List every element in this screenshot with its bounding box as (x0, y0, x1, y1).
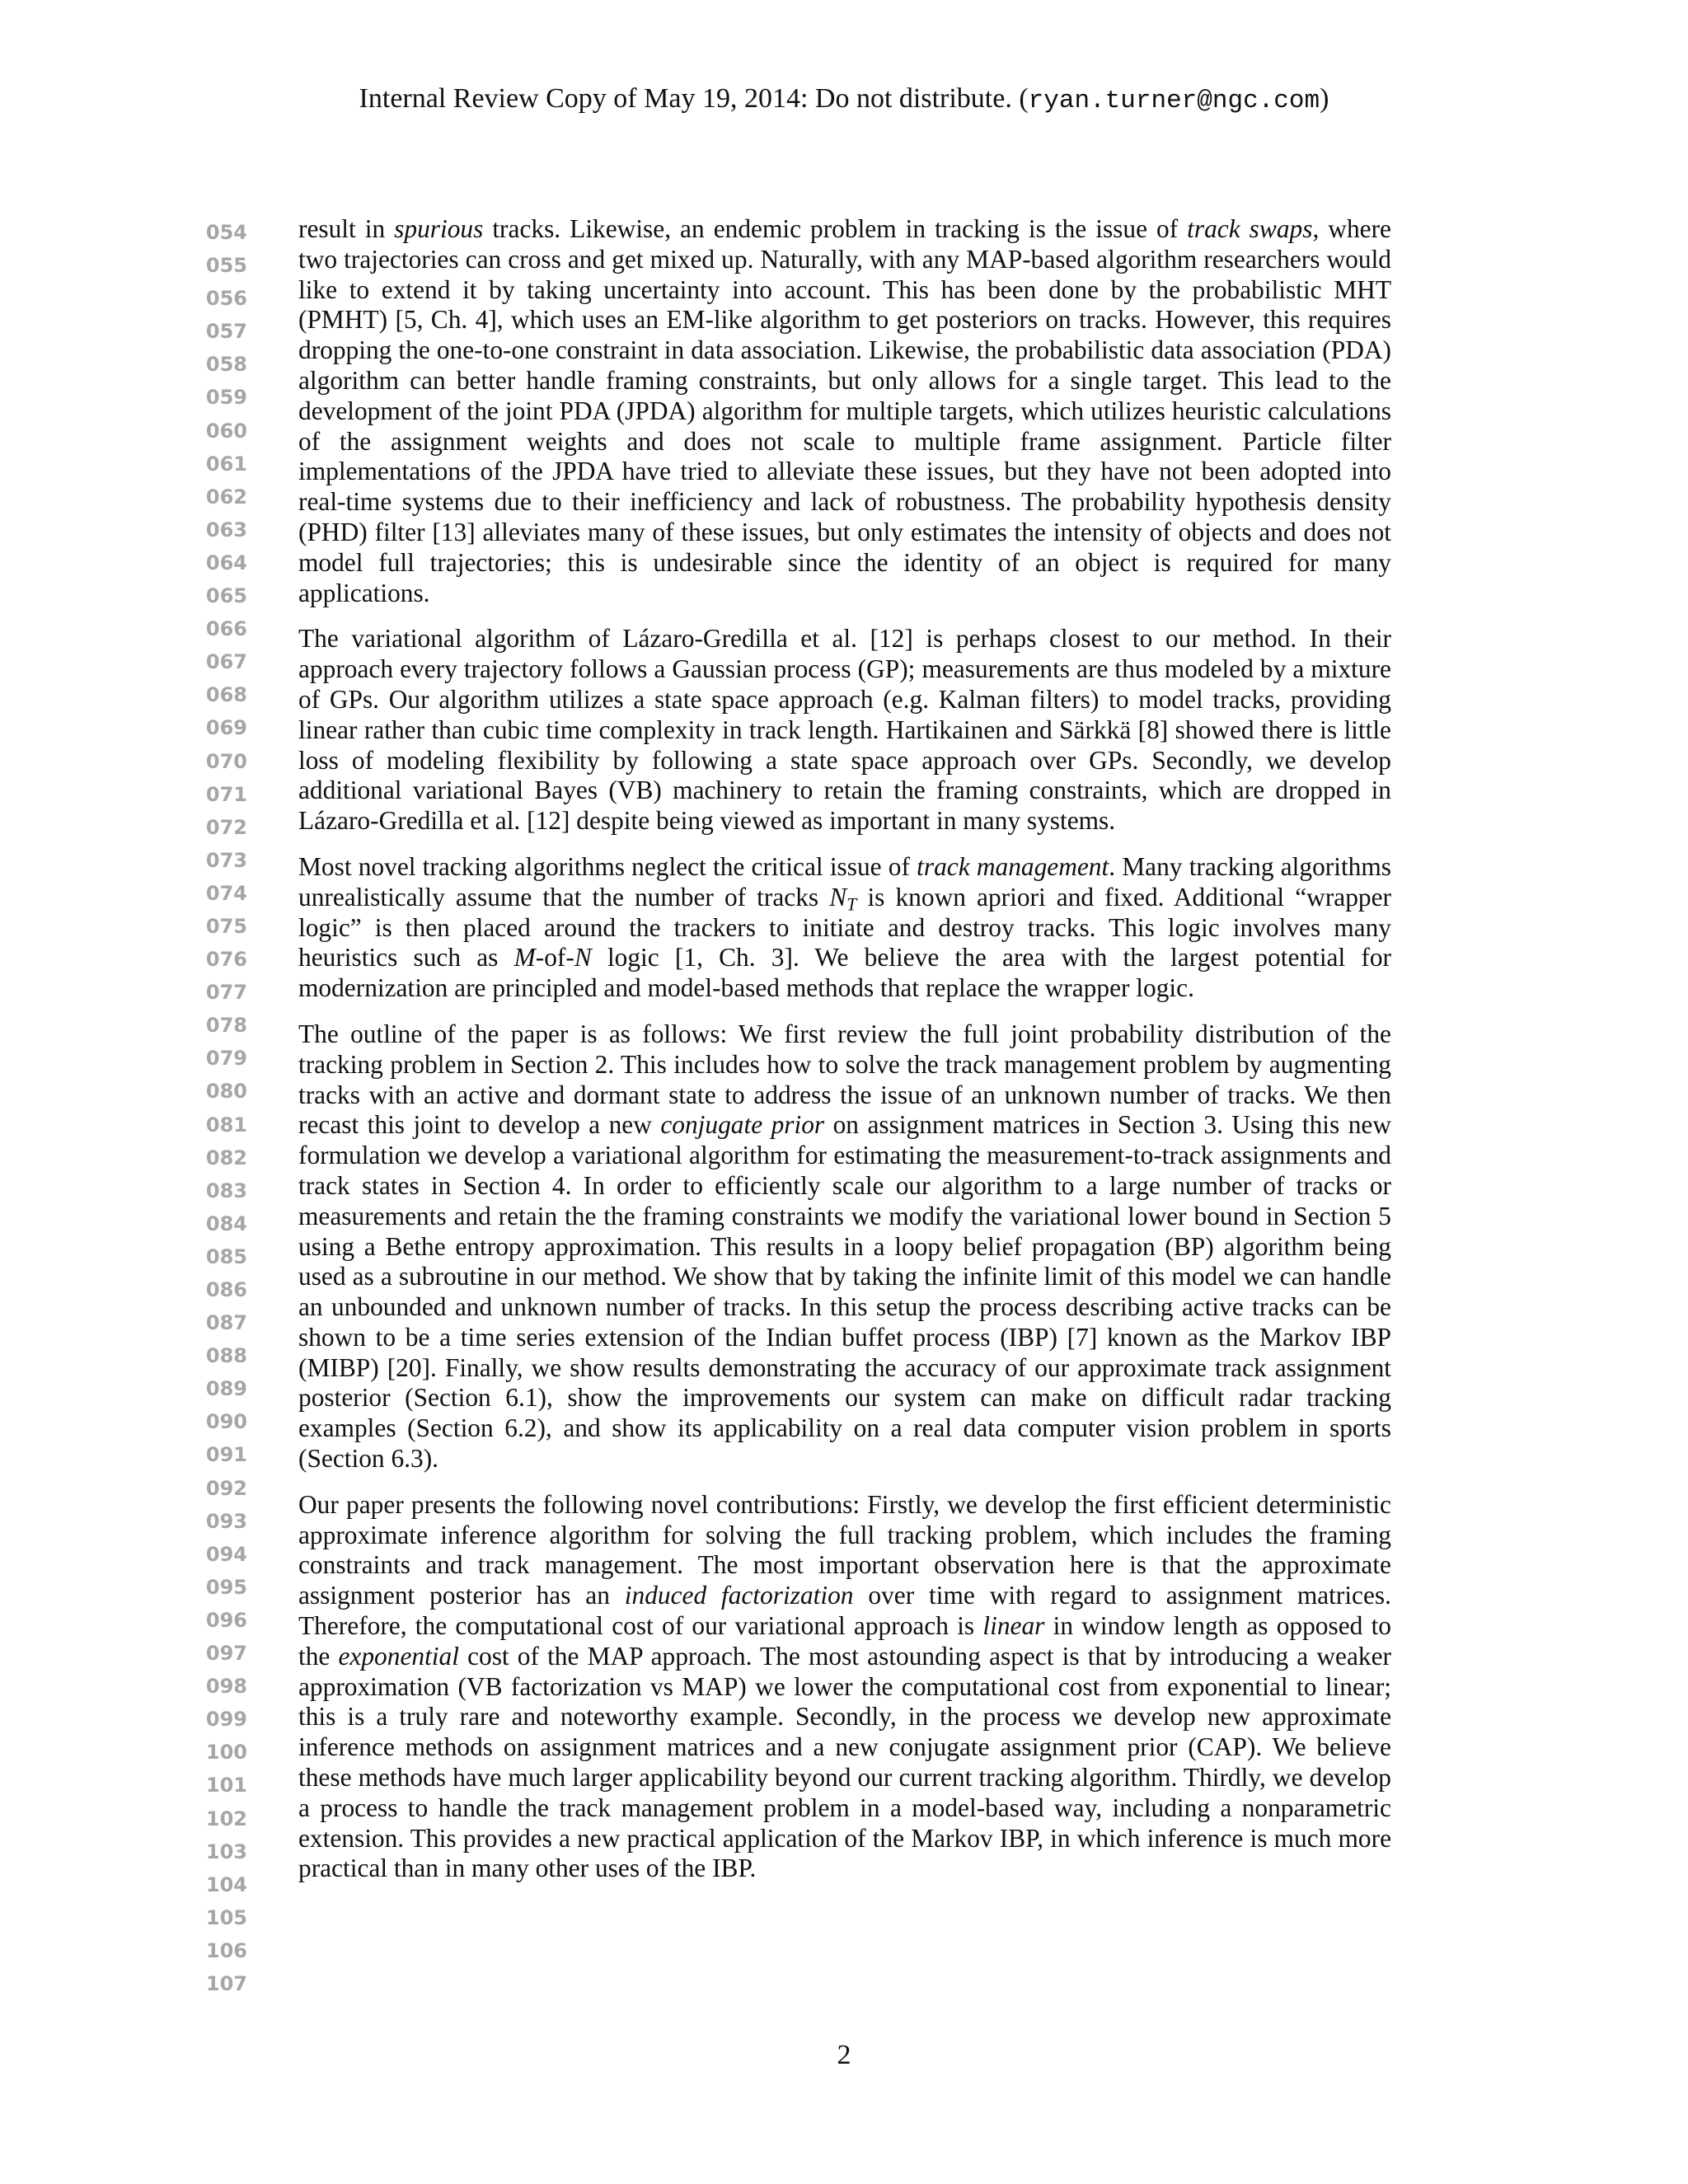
line-number: 068 (205, 683, 247, 707)
line-number: 106 (205, 1938, 247, 1962)
line-number: 107 (205, 1971, 247, 1995)
header-email: ryan.turner@ngc.com (1028, 87, 1320, 115)
line-number: 065 (205, 584, 247, 608)
paragraph-2 (298, 624, 1391, 837)
line-number: 102 (205, 1807, 247, 1830)
line-number: 079 (205, 1047, 247, 1071)
text-run: cost of the MAP approach. The most astounding aspect is that by introducing a weaker approximation (VB factorization vs MAP) we lower the computational cost from exponential to linear; this is a truly rare and noteworthy example. Secondly, in the process we develop new approximate inference methods on assignment matrices and a new conjugate assignment prior (CAP). We believe these methods have much larger applicability beyond our current tracking algorithm. Thirdly, we develop a process to handle the track management problem in a model-based way, including a nonparametric extension. This provides a new practical application of the Markov IBP, in which inference is much more practical than in many other uses of the IBP. (298, 1641, 1391, 1883)
math-symbol: N (829, 882, 847, 912)
line-number: 099 (205, 1708, 247, 1732)
line-number: 063 (205, 518, 247, 541)
line-number: 061 (205, 452, 247, 476)
line-number: 096 (205, 1608, 247, 1632)
text-run: The variational algorithm of Lázaro-Gredilla et al. [12] is perhaps closest to our method. In their approach every trajectory follows a Gaussian process (GP); measurements are thus modeled by a mixture of GPs. Our algorithm utilizes a state space approach (e.g. Kalman filters) to model tracks, providing linear rather than cubic time complexity in track length. Hartikainen and Särkkä [8] showed there is little loss of modeling flexibility by following a state space approach over GPs. Secondly, we develop additional variational Bayes (VB) machinery to retain the framing constraints, which are dropped in Lázaro-Gredilla et al. [12] despite being viewed as important in many systems. (298, 624, 1391, 836)
line-number: 089 (205, 1377, 247, 1401)
text-run: logic [1, Ch. 3]. We believe the area with the largest potential for modernization are principled and model-based methods that replace the wrapper logic. (298, 943, 1391, 1003)
line-number: 085 (205, 1244, 247, 1268)
text-run: . Many tracking algorithms unrealistically assume that the number of tracks (298, 851, 1391, 912)
math-subscript: T (846, 893, 857, 915)
math-n-t (829, 882, 857, 915)
line-number: 069 (205, 716, 247, 740)
line-number: 097 (205, 1642, 247, 1666)
line-number: 060 (205, 419, 247, 443)
line-number: 070 (205, 749, 247, 773)
text-run: The outline of the paper is as follows: We first review the full joint probability distribution of the tracking problem in Section 2. This includes how to solve the track management problem by augmenting tracks with an active and dormant state to address the issue of an unknown number of tracks. We then recast this joint to develop a new (298, 1019, 1391, 1140)
emphasis: induced factorization (624, 1581, 854, 1610)
text-run: , where two trajectories can cross and get mixed up. Naturally, with any MAP-based algorithm researchers would like to extend it by taking uncertainty into account. This has been done by the probabilistic MHT (PMHT) [5, Ch. 4], which uses an EM-like algorithm to get posteriors on tracks. However, this requires dropping the one-to-one constraint in data association. Likewise, the probabilistic data association (PDA) algorithm can better handle framing constraints, but only allows for a single target. This lead to the development of the joint PDA (JPDA) algorithm for multiple targets, which utilizes heuristic calculations of the assignment weights and does not scale to multiple frame assignment. Particle filter implementations of the JPDA have tried to alleviate these issues, but they have not been adopted into real-time systems due to their inefficiency and lack of robustness. The probability hypothesis density (PHD) filter [13] alleviates many of these issues, but only estimates the intensity of objects and does not model full trajectories; this is undesirable since the identity of an object is required for many applications. (298, 214, 1391, 607)
line-number: 092 (205, 1476, 247, 1500)
paragraph-5 (298, 1490, 1391, 1884)
text-run: -of- (535, 943, 574, 972)
line-number: 072 (205, 815, 247, 839)
math-symbol: M (513, 943, 536, 972)
line-numbers (198, 216, 247, 2000)
math-symbol: N (574, 943, 592, 972)
line-number: 101 (205, 1774, 247, 1797)
line-number: 059 (205, 386, 247, 410)
header-close: ) (1320, 83, 1329, 114)
text-run: tracks. Likewise, an endemic problem in tracking is the issue of (483, 214, 1188, 243)
text-run: Our paper presents the following novel contributions: Firstly, we develop the first efficient deterministic approximate inference algorithm for solving the full tracking problem, which includes the framing constraints and track management. The most important observation here is that the approximate assignment posterior has an (298, 1489, 1391, 1610)
text-run: is known apriori and fixed. Additional “wrapper logic” is then placed around the trackers to initiate and destroy tracks. This logic involves many heuristics such as (298, 882, 1391, 972)
text-run: result in (298, 214, 395, 243)
line-number: 086 (205, 1278, 247, 1301)
emphasis: linear (982, 1611, 1045, 1641)
paragraph-3 (298, 852, 1391, 1004)
line-number: 067 (205, 650, 247, 674)
paragraph-4 (298, 1019, 1391, 1474)
line-number: 104 (205, 1872, 247, 1896)
paragraph-1 (298, 214, 1391, 608)
page-header (0, 81, 1688, 120)
emphasis: conjugate prior (660, 1110, 825, 1140)
emphasis: spurious (394, 214, 484, 243)
line-number: 103 (205, 1840, 247, 1863)
line-number: 055 (205, 254, 247, 278)
page-number: 2 (837, 2040, 851, 2070)
text-run: Most novel tracking algorithms neglect the critical issue of (298, 851, 917, 881)
emphasis: exponential (338, 1641, 459, 1671)
header-text: Internal Review Copy of May 19, 2014: Do not distribute. ( (359, 83, 1029, 114)
line-number: 073 (205, 848, 247, 872)
line-number: 057 (205, 320, 247, 344)
line-number: 094 (205, 1542, 247, 1566)
line-number: 080 (205, 1080, 247, 1104)
emphasis: track swaps (1187, 214, 1313, 243)
line-number: 087 (205, 1311, 247, 1335)
line-number: 091 (205, 1443, 247, 1467)
line-number: 082 (205, 1146, 247, 1169)
line-number: 064 (205, 551, 247, 574)
line-number: 078 (205, 1014, 247, 1038)
line-number: 066 (205, 617, 247, 641)
text-run: on assignment matrices in Section 3. Using this new formulation we develop a variational algorithm for estimating the measurement-to-track assignments and track states in Section 4. In order to efficiently scale our algorithm to a large number of tracks or measurements and retain the the framing constraints we modify the variational lower bound in Section 5 using a Bethe entropy approximation. This results in a loopy belief propagation (BP) algorithm being used as a subroutine in our method. We show that by taking the infinite limit of this model we can handle an unbounded and unknown number of tracks. In this setup the process describing active tracks can be shown to be a time series extension of the Indian buffet process (IBP) [7] known as the Markov IBP (MIBP) [20]. Finally, we show results demonstrating the accuracy of our approximate track assignment posterior (Section 6.1), show the improvements our system can make on difficult radar tracking examples (Section 6.2), and show its applicability on a real data computer vision problem in sports (Section 6.3). (298, 1110, 1392, 1474)
line-number: 056 (205, 287, 247, 311)
line-number: 105 (205, 1905, 247, 1929)
line-number: 095 (205, 1575, 247, 1599)
line-number: 090 (205, 1410, 247, 1434)
line-number: 093 (205, 1509, 247, 1533)
line-number: 077 (205, 981, 247, 1005)
emphasis: track management (917, 851, 1109, 881)
line-number: 074 (205, 881, 247, 905)
line-number: 084 (205, 1212, 247, 1235)
text-run: over time with regard to assignment matrices. Therefore, the computational cost of our variational approach is (298, 1581, 1391, 1641)
line-number: 076 (205, 948, 247, 972)
line-number: 054 (205, 221, 247, 244)
line-number: 062 (205, 485, 247, 509)
line-number: 083 (205, 1179, 247, 1202)
body-text (298, 214, 1391, 1884)
text-run: in window length as opposed to the (298, 1611, 1391, 1671)
line-number: 075 (205, 914, 247, 938)
line-number: 081 (205, 1113, 247, 1137)
line-number: 100 (205, 1741, 247, 1765)
line-number: 058 (205, 353, 247, 377)
line-number: 088 (205, 1344, 247, 1368)
line-number: 071 (205, 782, 247, 806)
line-number: 098 (205, 1675, 247, 1699)
